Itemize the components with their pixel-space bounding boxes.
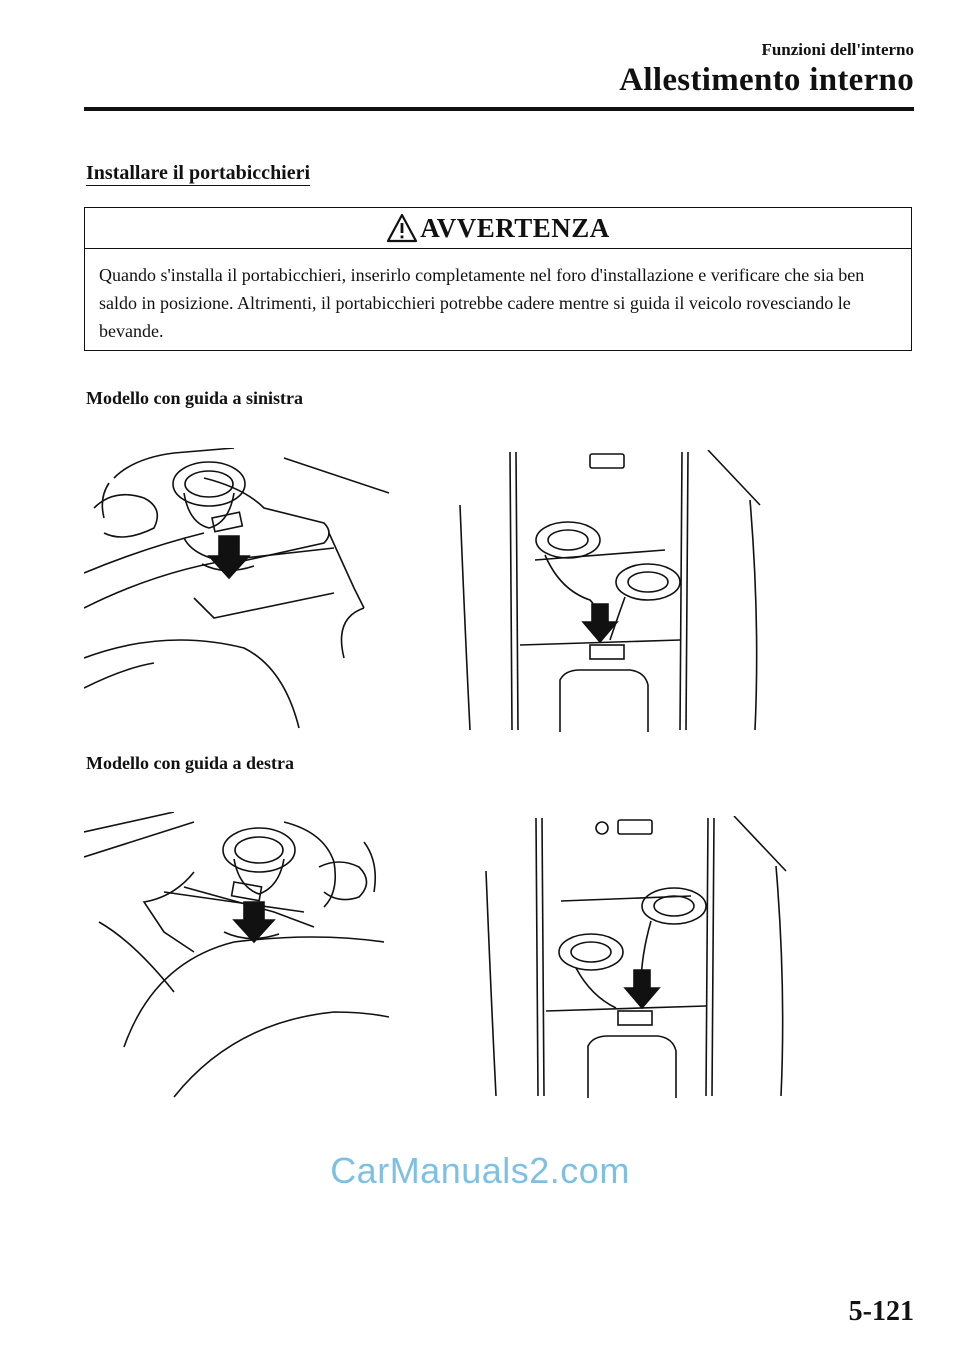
warning-triangle-icon	[386, 213, 418, 243]
chapter-heading: Funzioni dell'interno	[761, 40, 914, 59]
illustration-lhd-closeup	[84, 448, 394, 733]
section-title: Installare il portabicchieri	[86, 162, 311, 184]
warning-text: Quando s'installa il portabicchieri, inserirlo completamente nel foro d'installazione e verificare che sia ben saldo in posizione. Altrimenti, il portabicchieri potrebbe cadere mentre si guida il veicolo rovesciando le bevande.	[99, 265, 865, 341]
watermark: CarManuals2.com	[330, 1150, 630, 1191]
warning-box	[84, 207, 912, 351]
illustration-rhd-closeup	[84, 812, 394, 1098]
illustration-lhd-console	[450, 450, 770, 732]
page-title: Allestimento interno	[619, 62, 914, 98]
header-divider	[84, 107, 914, 111]
page-number: 5-121	[848, 1296, 914, 1327]
warning-header	[85, 208, 911, 249]
figure-caption-lhd: Modello con guida a sinistra	[86, 388, 304, 408]
warning-label: AVVERTENZA	[420, 212, 610, 243]
illustration-rhd-console	[476, 816, 796, 1098]
figure-caption-rhd: Modello con guida a destra	[86, 753, 295, 773]
